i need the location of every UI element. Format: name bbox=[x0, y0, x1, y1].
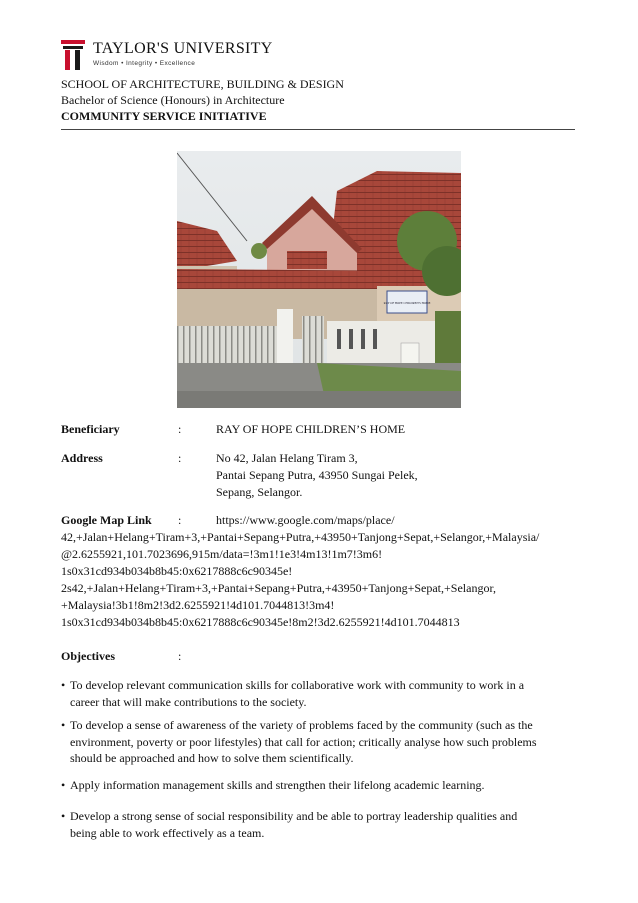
objective-line: environment, poverty or poor lifestyles) that call for action; critically analyse how such problems bbox=[70, 734, 537, 749]
beneficiary-value: RAY OF HOPE CHILDREN’S HOME bbox=[216, 422, 406, 436]
objective-item bbox=[61, 677, 581, 710]
google-map-colon: : bbox=[178, 513, 182, 527]
logo-tagline: Wisdom • Integrity • Excellence bbox=[93, 60, 196, 67]
google-map-link-line[interactable]: 2s42,+Jalan+Helang+Tiram+3,+Pantai+Sepang+Putra,+43950+Tanjong+Sepat,+Selangor, bbox=[61, 581, 496, 595]
objective-line: should be approached and how to solve them scientifically. bbox=[70, 751, 354, 765]
google-map-link[interactable]: https://www.google.com/maps/place/ bbox=[216, 513, 395, 527]
address-line: No 42, Jalan Helang Tiram 3, bbox=[216, 451, 358, 465]
objective-line: career that will make contributions to the society. bbox=[70, 694, 307, 709]
objective-item bbox=[61, 808, 581, 841]
beneficiary-label: Beneficiary bbox=[61, 422, 120, 436]
address-line: Sepang, Selangor. bbox=[216, 485, 303, 499]
degree-name: Bachelor of Science (Honours) in Architecture bbox=[61, 93, 285, 107]
objective-item bbox=[61, 777, 581, 794]
google-map-label: Google Map Link bbox=[61, 513, 152, 527]
google-map-link-line[interactable]: +Malaysia!3b1!8m2!3d2.6255921!4d101.7044813!3m4! bbox=[61, 598, 335, 612]
bullet-icon: • bbox=[61, 718, 66, 732]
address-label: Address bbox=[61, 451, 103, 465]
house-photo bbox=[177, 151, 461, 408]
objective-line: being able to work effectively as a team. bbox=[70, 825, 265, 840]
university-crest-icon bbox=[61, 40, 85, 70]
initiative-title: COMMUNITY SERVICE INITIATIVE bbox=[61, 109, 267, 123]
bullet-icon: • bbox=[61, 778, 66, 792]
address-colon: : bbox=[178, 451, 182, 465]
objective-line: Apply information management skills and strengthen their lifelong academic learning. bbox=[70, 778, 485, 792]
bullet-icon: • bbox=[61, 809, 66, 823]
objectives-label: Objectives bbox=[61, 649, 115, 663]
google-map-link-line[interactable]: @2.6255921,101.7023696,915m/data=!3m1!1e3!4m13!1m7!3m6! bbox=[61, 547, 383, 561]
google-map-link-line[interactable]: 1s0x31cd934b034b8b45:0x6217888c6c90345e!8m2!3d2.6255921!4d101.7044813 bbox=[61, 615, 460, 629]
address-line: Pantai Sepang Putra, 43950 Sungai Pelek, bbox=[216, 468, 418, 482]
objective-item bbox=[61, 717, 581, 767]
header-divider bbox=[61, 129, 575, 130]
objective-line: Develop a strong sense of social responsibility and be able to portray leadership qualities and bbox=[70, 809, 518, 823]
logo-name: TAYLOR'S UNIVERSITY bbox=[93, 40, 273, 57]
bullet-icon: • bbox=[61, 678, 66, 692]
google-map-link-line[interactable]: 1s0x31cd934b034b8b45:0x6217888c6c90345e! bbox=[61, 564, 293, 578]
objectives-colon: : bbox=[178, 649, 182, 663]
university-logo bbox=[61, 40, 273, 76]
beneficiary-colon: : bbox=[178, 422, 182, 436]
school-name: SCHOOL OF ARCHITECTURE, BUILDING & DESIGN bbox=[61, 77, 344, 91]
objective-line: To develop relevant communication skills for collaborative work with community to work in a bbox=[70, 678, 525, 692]
signboard-text: RAY OF HOPE CHILDREN'S HOME bbox=[383, 301, 431, 305]
google-map-link-line[interactable]: 42,+Jalan+Helang+Tiram+3,+Pantai+Sepang+Putra,+43950+Tanjong+Sepat,+Selangor,+Malaysia/ bbox=[61, 530, 540, 544]
objective-line: To develop a sense of awareness of the variety of problems faced by the community (such as the bbox=[70, 718, 533, 732]
